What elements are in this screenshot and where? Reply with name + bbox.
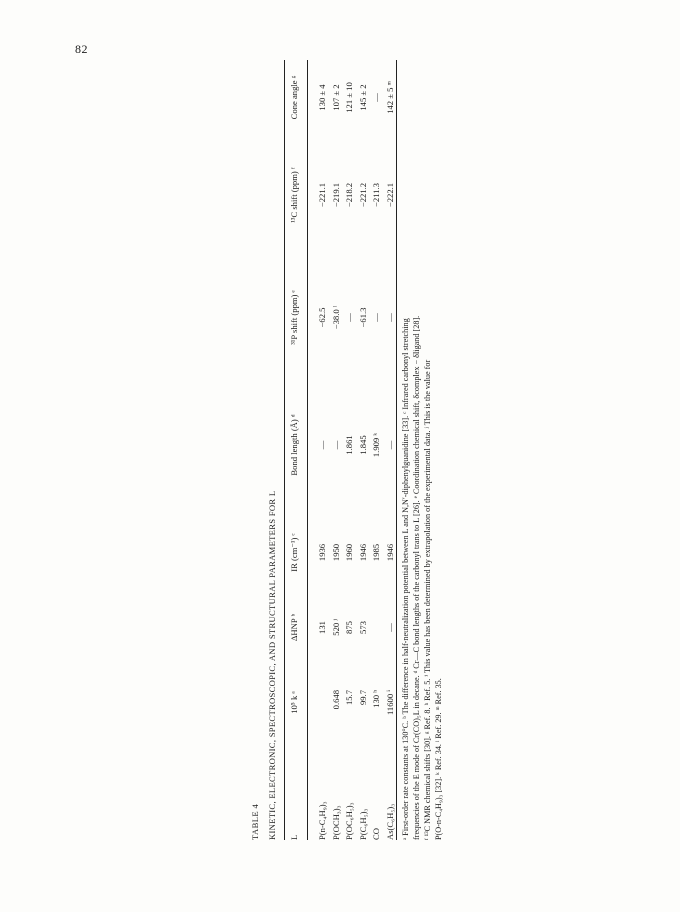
cell-ligand: CO [371, 828, 382, 840]
cell-dhnp: 520 ʲ [330, 619, 341, 636]
cell-ir: 1936 [317, 543, 328, 562]
col-header-bond: Bond length (Å) ᵈ [289, 414, 299, 476]
table-label: TABLE 4 [250, 803, 260, 840]
cell-ligand: P(OC₆H₅)₃ [344, 802, 355, 840]
cell-c13: −221.2 [357, 182, 368, 208]
cell-dhnp: 573 [357, 621, 368, 634]
cell-c13: −222.1 [384, 182, 395, 208]
col-header-rate: 10⁵ k ᵃ [289, 691, 299, 714]
cell-cone: — [371, 93, 382, 102]
col-header-dhnp: ΔHNP ᵇ [289, 613, 299, 642]
cell-dhnp [370, 595, 384, 660]
table-title: KINETIC, ELECTRONIC, SPECTROSCOPIC, AND STRUCTURAL PARAMETERS FOR L [267, 490, 277, 840]
cell-p31: −62.5 [317, 307, 328, 328]
cell-p31: — [371, 313, 382, 322]
cell-dhnp: 875 [344, 621, 355, 634]
table-row [383, 60, 397, 840]
cell-c13: −219.1 [330, 182, 341, 208]
col-header-cone: Cone angle ᵍ [289, 75, 299, 120]
footnote-line: P(O-n-C₄H₉)₃ [32]. ᵏ Ref. 34. ˡ Ref. 29. ᵐ Ref. 35. [434, 678, 443, 840]
cell-ir: 1960 [344, 543, 355, 562]
table-row [356, 60, 370, 840]
header-row [287, 60, 306, 840]
table-row [329, 60, 343, 840]
cell-cone: 107 ± 2 [330, 84, 341, 111]
top-rule [284, 60, 285, 840]
cell-bond: — [317, 440, 328, 450]
cell-c13: −218.2 [344, 182, 355, 208]
cell-ir: 1950 [330, 543, 341, 562]
cell-p31: −38.0 ˡ [330, 305, 341, 330]
bottom-rule [396, 60, 397, 840]
cell-rate: 15.7 [344, 690, 355, 706]
cell-p31: — [344, 313, 355, 322]
cell-p31: — [384, 313, 395, 322]
table-footnotes [400, 60, 444, 840]
col-header-ir: IR (cm⁻¹) ᶜ [289, 533, 299, 572]
page-number: 82 [75, 42, 88, 56]
cell-bond: 1.909 ᵏ [371, 432, 382, 458]
cell-bond: — [330, 440, 341, 450]
cell-rate: 0.648 [330, 690, 341, 710]
cell-ligand: P(n-C₄H₉)₃ [317, 801, 328, 840]
cell-cone: 121 ± 10 [344, 82, 355, 113]
cell-bond: 1.845 [357, 435, 368, 455]
cell-cone: 130 ± 4 [317, 84, 328, 111]
col-header-c13: ¹³C shift (ppm) ᶠ [289, 167, 299, 223]
table-row [370, 60, 384, 840]
cell-rate: 99.7 [357, 690, 368, 706]
footnote-line: ᵃ First-order rate constants at 130°C. ᵇ The difference in half-neutralization potential between L and N,N′-diphenylguanidine [33]. ᶜ Infrared carbonyl stretching [401, 318, 410, 840]
cell-ir: 1985 [371, 543, 382, 562]
col-header-p31: ³¹P shift (ppm) ᵉ [289, 290, 299, 345]
cell-cone: 142 ± 5 ᵐ [384, 81, 395, 114]
footnote-line: ᶠ ¹³C NMR chemical shifts [30]. ᵍ Ref. 8. ʰ Ref. 5. ⁱ This value has been determined by extrapolation of the experimental data. ʲ This is the value for [423, 359, 432, 840]
cell-rate: 11600 ⁱ [384, 690, 395, 716]
cell-cone: 145 ± 2 [357, 84, 368, 111]
data-table [287, 60, 397, 840]
cell-rate: 130 ʰ [371, 690, 382, 708]
cell-rate [306, 660, 330, 745]
cell-p31: −61.3 [357, 307, 368, 328]
cell-ligand: P(OCH₃)₃ [330, 805, 341, 840]
table-row [343, 60, 357, 840]
cell-c13: −221.1 [317, 182, 328, 208]
col-header-ligand: L [289, 834, 299, 840]
footnote-line: frequencies of the E mode of Cr(CO)₅L in decane. ᵈ Cr—C bond lengths of the carbonyl trans to L [26]. ᵉ Coordination chemical shift, δcomplex − δligand [28]. [412, 315, 421, 840]
cell-c13: −211.3 [371, 183, 382, 207]
cell-dhnp: — [384, 623, 395, 632]
cell-dhnp: 131 [317, 621, 328, 634]
rotated-table-sheet [250, 60, 450, 840]
cell-bond: — [384, 440, 395, 450]
cell-ir: 1946 [384, 543, 395, 562]
cell-ligand: P(C₆H₅)₃ [357, 808, 368, 840]
table-row [306, 60, 330, 840]
cell-ir: 1946 [357, 543, 368, 562]
cell-bond: 1.861 [344, 435, 355, 455]
cell-ligand: As(C₆H₅)₃ [384, 803, 395, 840]
